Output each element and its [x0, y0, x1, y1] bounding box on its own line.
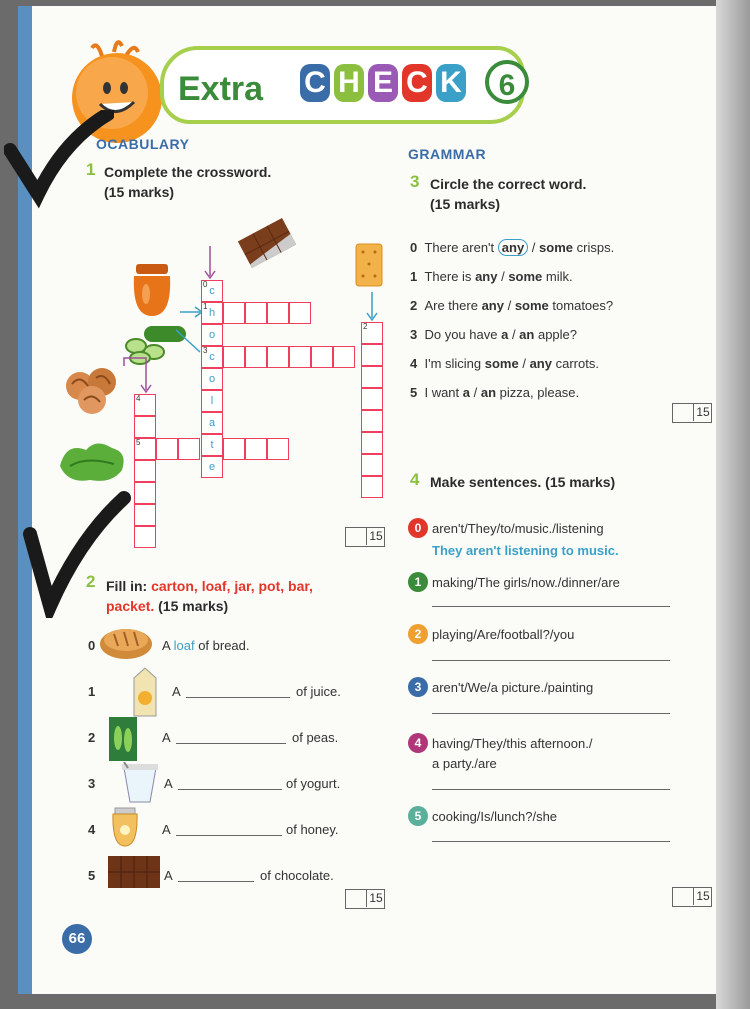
task3-item: 4 I'm slicing some / any carrots. — [410, 356, 599, 371]
choice-a[interactable]: some — [484, 356, 519, 371]
crossword-cell[interactable] — [289, 346, 311, 368]
task1-instruction: Complete the crossword. — [104, 164, 272, 180]
crossword-cell[interactable] — [134, 504, 156, 526]
crossword-cell[interactable]: 5 — [134, 438, 156, 460]
task4-prompt: making/The girls/now./dinner/are — [432, 575, 620, 590]
task4-prompt: playing/Are/football?/you — [432, 627, 575, 642]
task2-item-text: of honey. — [286, 822, 339, 837]
task2-item-a: A — [162, 822, 171, 837]
answer-line[interactable] — [432, 789, 670, 790]
task4-prompt: cooking/Is/lunch?/she — [432, 809, 558, 824]
walnuts-icon — [60, 364, 126, 421]
task2-example-sentence: A loaf of bread. — [162, 638, 250, 653]
task2-item-a: A — [164, 776, 173, 791]
choice-b[interactable]: some — [508, 269, 543, 284]
crossword-cell[interactable] — [134, 482, 156, 504]
task4-item-badge: 2 — [408, 624, 428, 644]
crossword-cell[interactable] — [245, 438, 267, 460]
crossword-cell[interactable] — [361, 388, 383, 410]
answer-line[interactable] — [178, 881, 254, 882]
task1-score-box[interactable]: 15 — [345, 527, 385, 547]
task3-item: 5 I want a / an pizza, please. — [410, 385, 580, 400]
crossword-cell[interactable] — [361, 476, 383, 498]
task4-item-badge: 0 — [408, 518, 428, 538]
task4-item-badge: 1 — [408, 572, 428, 592]
choice-b[interactable]: some — [514, 298, 549, 313]
answer-line[interactable] — [432, 713, 670, 714]
crossword-cell[interactable] — [361, 410, 383, 432]
crossword-cell[interactable]: o — [201, 368, 223, 390]
honey-jar-small-icon — [110, 806, 140, 853]
yogurt-pot-icon — [120, 762, 160, 811]
task3-instruction: Circle the correct word. — [430, 176, 587, 192]
check-letter-e: E — [368, 64, 398, 102]
grammar-heading: GRAMMAR — [408, 146, 487, 162]
task2-item-text: of peas. — [292, 730, 339, 745]
task3-score-box[interactable]: 15 — [672, 403, 712, 423]
choice-a[interactable]: any — [475, 269, 498, 284]
check-letter-h: H — [334, 64, 364, 102]
crossword-cell[interactable] — [156, 438, 178, 460]
crossword-cell[interactable] — [223, 346, 245, 368]
crossword-cell[interactable] — [223, 438, 245, 460]
peas-packet-icon — [106, 714, 140, 769]
crossword-cell[interactable]: 4 — [134, 394, 156, 416]
page-number: 66 — [62, 924, 92, 954]
unit-number-badge: 6 — [485, 60, 529, 104]
answer-line[interactable] — [432, 606, 670, 607]
crossword-cell[interactable]: 3 c — [201, 346, 223, 368]
choice-a[interactable]: a — [501, 327, 509, 342]
task4-prompt-line2: a party./are — [432, 756, 497, 771]
crossword-cell[interactable] — [361, 344, 383, 366]
task2-item-number: 4 — [88, 822, 96, 837]
title-extra: Extra — [178, 70, 264, 108]
task2-item-text: of chocolate. — [260, 868, 334, 883]
lettuce-icon — [56, 436, 128, 491]
check-letter-k: K — [436, 64, 466, 102]
crossword-cell[interactable] — [223, 302, 245, 324]
choice-a[interactable]: any — [481, 298, 504, 313]
check-letter-c: C — [300, 64, 330, 102]
vocabulary-heading: OCABULARY — [96, 136, 190, 152]
choice-b[interactable]: an — [480, 385, 497, 400]
task4-number: 4 — [410, 470, 420, 489]
task1-marks: (15 marks) — [104, 184, 175, 200]
answer-line[interactable] — [176, 743, 286, 744]
task1-number: 1 — [86, 160, 96, 179]
crossword-cell[interactable]: o — [201, 324, 223, 346]
task2-item-a: A — [172, 684, 181, 699]
task2-instruction: Fill in: carton, loaf, jar, pot, bar, packet. (15 marks) — [106, 578, 313, 614]
task2-number: 2 — [86, 572, 96, 591]
task4-prompt: aren't/They/to/music./listening — [432, 521, 604, 536]
page-edge-shadow — [716, 0, 750, 1009]
task4-example-answer: They aren't listening to music. — [432, 543, 619, 558]
crossword-cell[interactable] — [178, 438, 200, 460]
handwritten-tick-icon — [4, 110, 114, 215]
crossword-cell[interactable]: l — [201, 390, 223, 412]
crossword-cell[interactable]: a — [201, 412, 223, 434]
crossword-cell[interactable] — [361, 454, 383, 476]
crossword-cell[interactable] — [134, 416, 156, 438]
answer-line[interactable] — [178, 789, 282, 790]
task4-prompt: having/They/this afternoon./ — [432, 736, 593, 751]
crossword-cell[interactable]: 0 c — [201, 280, 223, 302]
crossword-cell[interactable] — [267, 346, 289, 368]
task2-item-number: 5 — [88, 868, 96, 883]
task3-marks: (15 marks) — [430, 196, 501, 212]
crossword-cell[interactable] — [267, 302, 289, 324]
task2-item-a: A — [164, 868, 173, 883]
crossword-cell[interactable] — [245, 346, 267, 368]
crossword-cell[interactable]: e — [201, 456, 223, 478]
crossword-cell[interactable]: 2 — [361, 322, 383, 344]
answer-line[interactable] — [432, 841, 670, 842]
check-letter-c2: C — [402, 64, 432, 102]
task4-item-badge: 3 — [408, 677, 428, 697]
circled-answer: any — [498, 239, 528, 256]
crossword-cell[interactable] — [267, 438, 289, 460]
task2-item-a: A — [162, 730, 171, 745]
crossword-cell[interactable] — [289, 302, 311, 324]
crossword-cell[interactable]: t — [201, 434, 223, 456]
task2-item-text: of yogurt. — [286, 776, 341, 791]
task3-item: 1 There is any / some milk. — [410, 269, 573, 284]
task4-instruction: Make sentences. (15 marks) — [430, 474, 616, 490]
answer-line[interactable] — [176, 835, 282, 836]
task3-item: 3 Do you have a / an apple? — [410, 327, 578, 342]
bread-loaf-icon — [98, 622, 154, 667]
choice-b[interactable]: an — [519, 327, 535, 342]
task4-prompt: aren't/We/a picture./painting — [432, 680, 594, 695]
crossword-cell[interactable] — [361, 366, 383, 388]
task4-item-badge: 4 — [408, 733, 428, 753]
crossword-cell[interactable] — [134, 526, 156, 548]
task3-item: 0 There aren't any / some crisps. — [410, 240, 615, 255]
task3-item: 2 Are there any / some tomatoes? — [410, 298, 614, 313]
task2-item-text: of juice. — [296, 684, 341, 699]
crossword-cell[interactable] — [311, 346, 333, 368]
task2-score-box[interactable]: 15 — [345, 889, 385, 909]
choice-a[interactable]: a — [462, 385, 471, 400]
crossword-cell[interactable] — [361, 432, 383, 454]
task3-number: 3 — [410, 172, 420, 191]
task4-score-box[interactable]: 15 — [672, 887, 712, 907]
answer-line[interactable] — [432, 660, 670, 661]
chocolate-bar-small-icon — [106, 852, 162, 897]
answer-line[interactable] — [186, 697, 290, 698]
task2-item-number: 0 — [88, 638, 96, 653]
task4-item-badge: 5 — [408, 806, 428, 826]
task2-item-number: 3 — [88, 776, 96, 791]
crossword-cell[interactable] — [134, 460, 156, 482]
crossword-cell[interactable] — [333, 346, 355, 368]
task2-item-number: 2 — [88, 730, 96, 745]
crossword-cell[interactable] — [245, 302, 267, 324]
choice-b[interactable]: any — [529, 356, 552, 371]
task2-item-number: 1 — [88, 684, 96, 699]
crossword-cell[interactable]: 1 h — [201, 302, 223, 324]
